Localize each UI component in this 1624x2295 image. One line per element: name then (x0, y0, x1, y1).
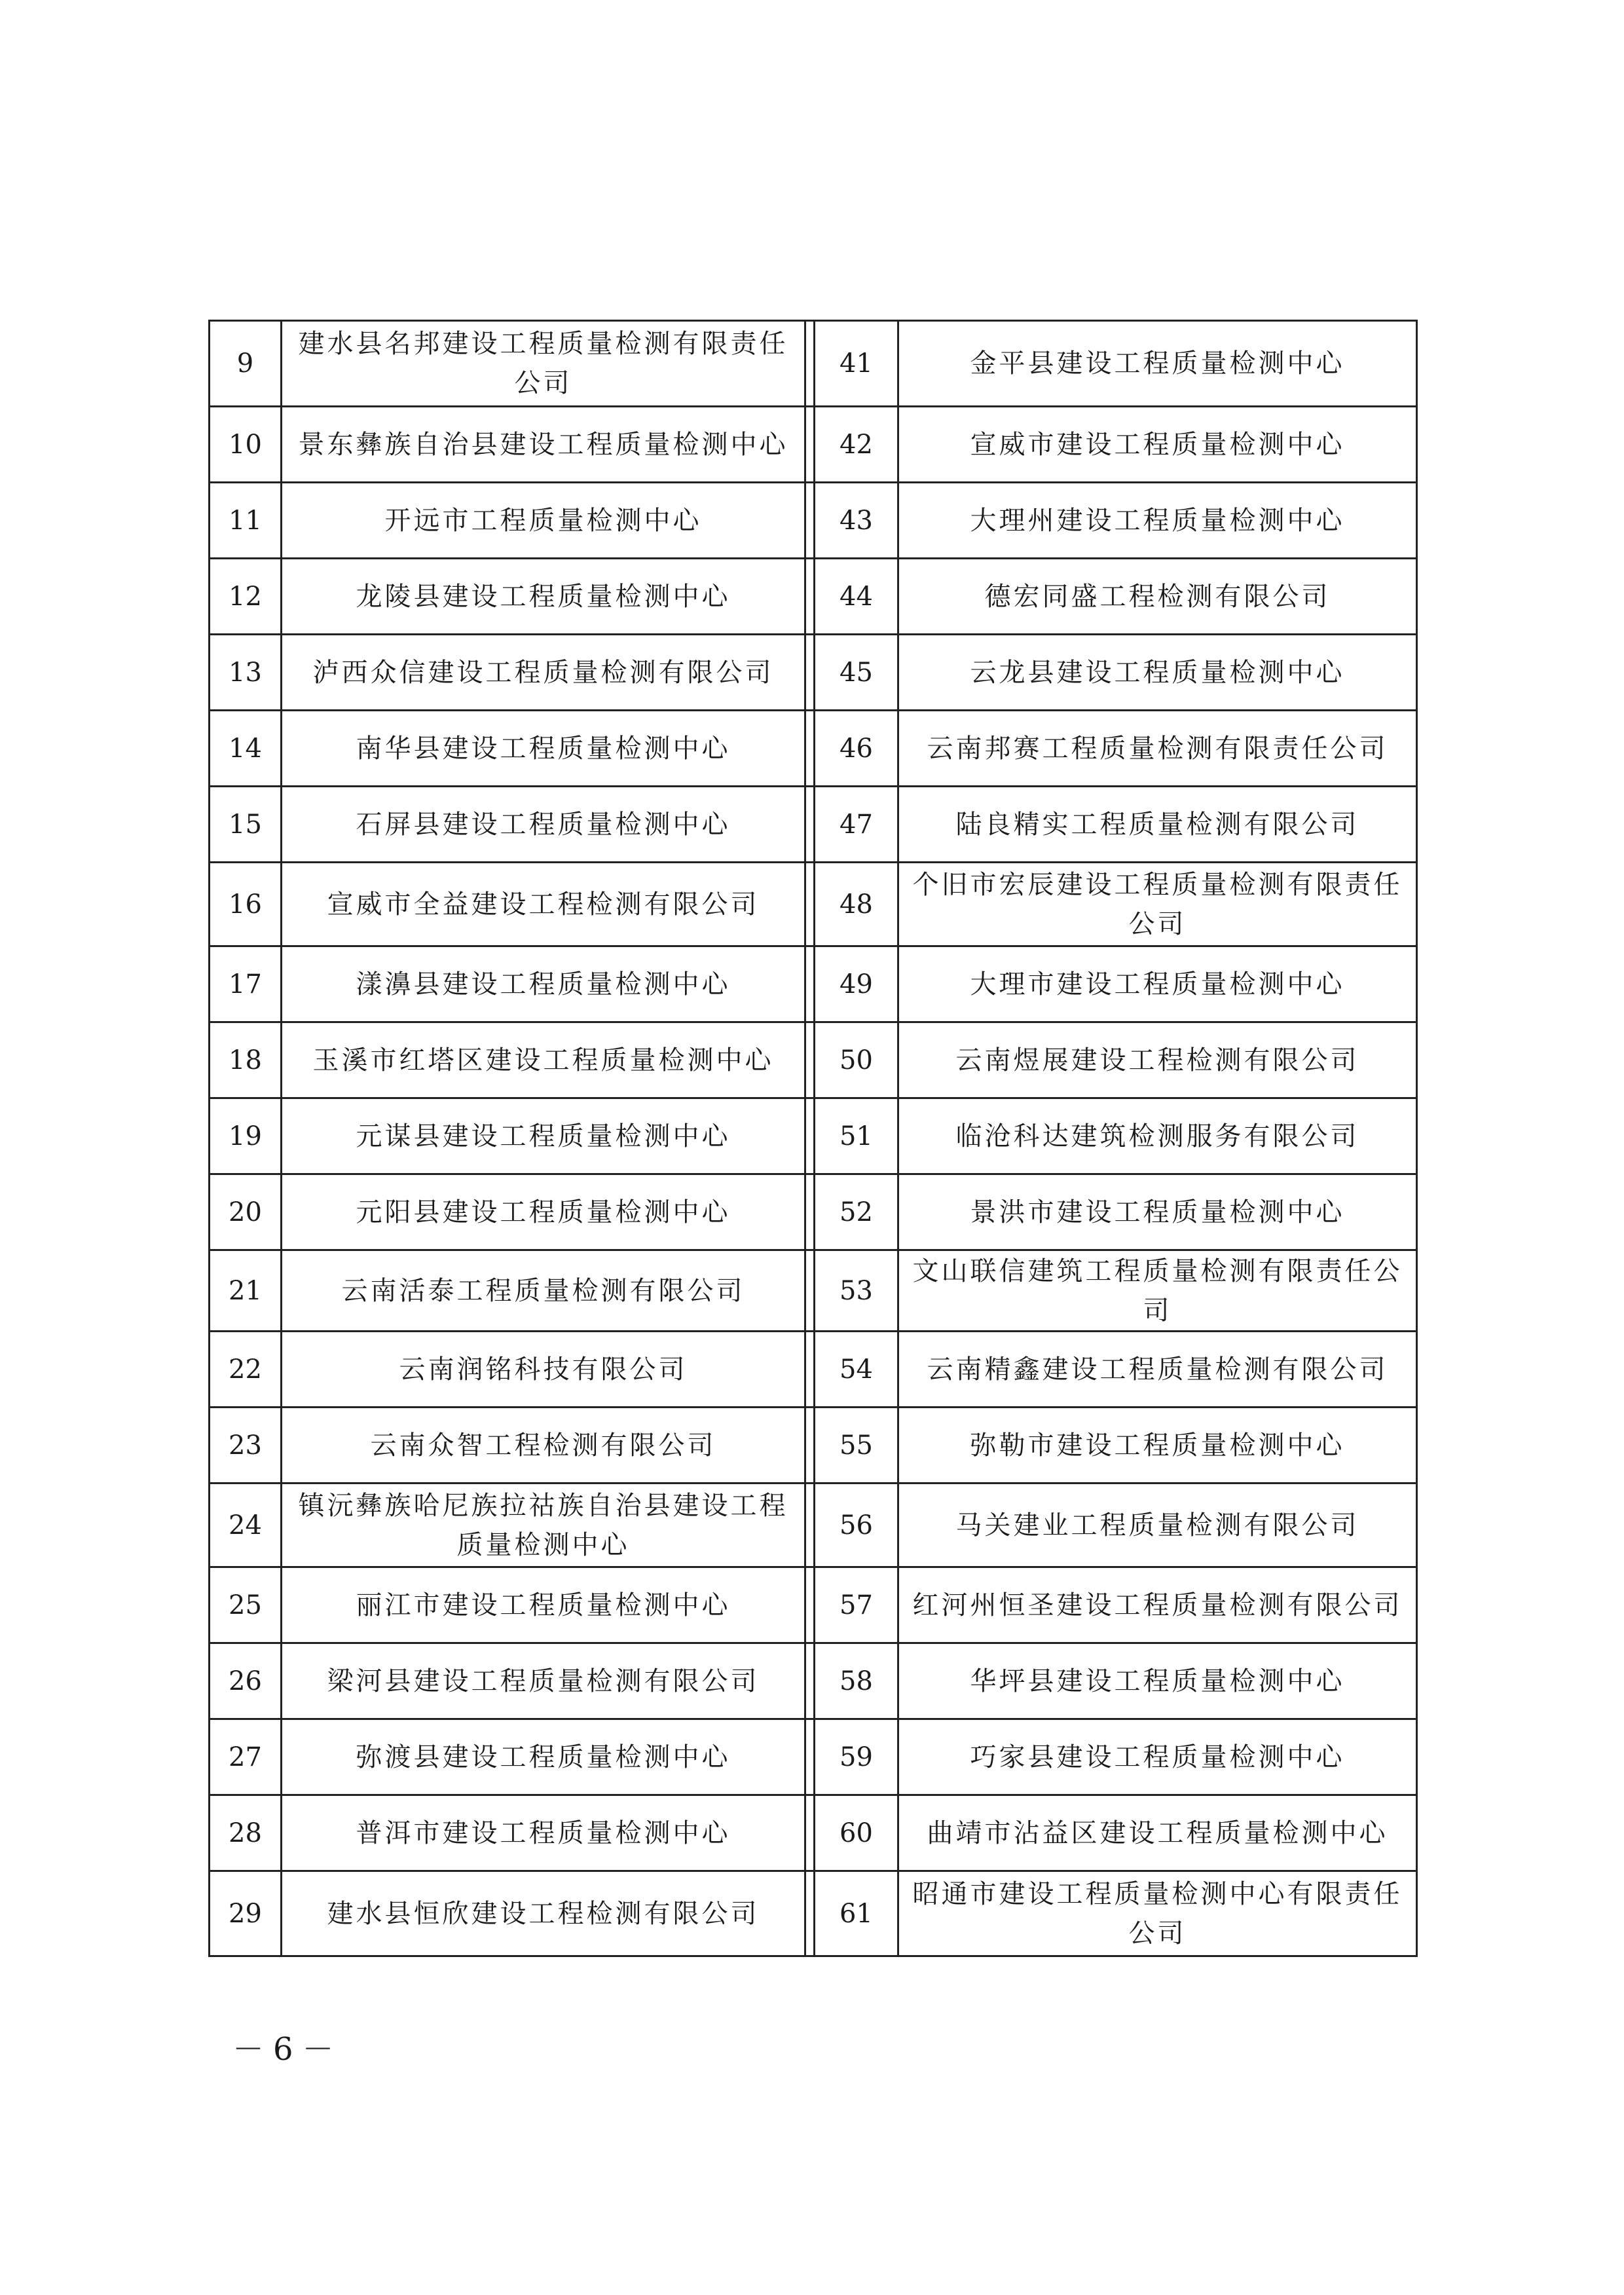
right-name-cell: 云南邦赛工程质量检测有限责任公司 (898, 711, 1417, 787)
right-index-cell: 46 (815, 711, 898, 787)
right-index-cell: 59 (815, 1719, 898, 1795)
right-name-cell: 红河州恒圣建设工程质量检测有限公司 (898, 1567, 1417, 1643)
right-index-cell: 44 (815, 559, 898, 635)
left-index-cell: 12 (210, 559, 282, 635)
table-row (210, 321, 1417, 407)
left-name-cell: 宣威市全益建设工程检测有限公司 (282, 863, 805, 946)
table-row (210, 1408, 1417, 1483)
left-index-cell: 29 (210, 1871, 282, 1956)
right-name-cell: 大理市建设工程质量检测中心 (898, 946, 1417, 1022)
column-divider (805, 1174, 815, 1250)
left-index-cell: 28 (210, 1795, 282, 1871)
right-name-cell: 华坪县建设工程质量检测中心 (898, 1643, 1417, 1719)
right-index-cell: 58 (815, 1643, 898, 1719)
right-index-cell: 57 (815, 1567, 898, 1643)
left-index-cell: 21 (210, 1250, 282, 1332)
left-name-cell: 元谋县建设工程质量检测中心 (282, 1098, 805, 1174)
right-index-cell: 47 (815, 787, 898, 863)
right-index-cell: 41 (815, 321, 898, 407)
right-name-cell: 昭通市建设工程质量检测中心有限责任公司 (898, 1871, 1417, 1956)
left-index-cell: 23 (210, 1408, 282, 1483)
left-index-cell: 17 (210, 946, 282, 1022)
left-name-cell: 云南活泰工程质量检测有限公司 (282, 1250, 805, 1332)
left-name-cell: 弥渡县建设工程质量检测中心 (282, 1719, 805, 1795)
table-row (210, 1022, 1417, 1098)
right-index-cell: 60 (815, 1795, 898, 1871)
left-index-cell: 18 (210, 1022, 282, 1098)
column-divider (805, 1567, 815, 1643)
right-name-cell: 文山联信建筑工程质量检测有限责任公司 (898, 1250, 1417, 1332)
left-index-cell: 25 (210, 1567, 282, 1643)
left-index-cell: 9 (210, 321, 282, 407)
column-divider (805, 635, 815, 711)
left-name-cell: 玉溪市红塔区建设工程质量检测中心 (282, 1022, 805, 1098)
left-index-cell: 27 (210, 1719, 282, 1795)
table-row (210, 1719, 1417, 1795)
table-body (210, 321, 1417, 1956)
left-name-cell: 云南众智工程检测有限公司 (282, 1408, 805, 1483)
table-row (210, 1174, 1417, 1250)
right-name-cell: 个旧市宏辰建设工程质量检测有限责任公司 (898, 863, 1417, 946)
right-name-cell: 宣威市建设工程质量检测中心 (898, 407, 1417, 483)
right-name-cell: 弥勒市建设工程质量检测中心 (898, 1408, 1417, 1483)
table-row (210, 1332, 1417, 1408)
right-name-cell: 曲靖市沾益区建设工程质量检测中心 (898, 1795, 1417, 1871)
left-index-cell: 14 (210, 711, 282, 787)
right-name-cell: 云龙县建设工程质量检测中心 (898, 635, 1417, 711)
left-name-cell: 开远市工程质量检测中心 (282, 483, 805, 559)
left-name-cell: 南华县建设工程质量检测中心 (282, 711, 805, 787)
right-name-cell: 大理州建设工程质量检测中心 (898, 483, 1417, 559)
table-row (210, 407, 1417, 483)
table-row (210, 1483, 1417, 1567)
left-name-cell: 龙陵县建设工程质量检测中心 (282, 559, 805, 635)
left-index-cell: 10 (210, 407, 282, 483)
left-name-cell: 云南润铭科技有限公司 (282, 1332, 805, 1408)
right-index-cell: 53 (815, 1250, 898, 1332)
right-name-cell: 德宏同盛工程检测有限公司 (898, 559, 1417, 635)
column-divider (805, 1332, 815, 1408)
column-divider (805, 1643, 815, 1719)
right-index-cell: 61 (815, 1871, 898, 1956)
agency-list-table (208, 320, 1418, 1957)
column-divider (805, 946, 815, 1022)
table-row (210, 635, 1417, 711)
left-index-cell: 11 (210, 483, 282, 559)
table-row (210, 559, 1417, 635)
column-divider (805, 787, 815, 863)
table-row (210, 1871, 1417, 1956)
right-name-cell: 临沧科达建筑检测服务有限公司 (898, 1098, 1417, 1174)
table-row (210, 1098, 1417, 1174)
table-row (210, 863, 1417, 946)
left-name-cell: 普洱市建设工程质量检测中心 (282, 1795, 805, 1871)
left-name-cell: 建水县恒欣建设工程检测有限公司 (282, 1871, 805, 1956)
column-divider (805, 1022, 815, 1098)
left-index-cell: 19 (210, 1098, 282, 1174)
right-index-cell: 55 (815, 1408, 898, 1483)
right-index-cell: 54 (815, 1332, 898, 1408)
right-index-cell: 45 (815, 635, 898, 711)
right-name-cell: 云南煜展建设工程检测有限公司 (898, 1022, 1417, 1098)
right-index-cell: 50 (815, 1022, 898, 1098)
right-index-cell: 48 (815, 863, 898, 946)
column-divider (805, 1408, 815, 1483)
left-index-cell: 15 (210, 787, 282, 863)
column-divider (805, 1098, 815, 1174)
column-divider (805, 1483, 815, 1567)
right-index-cell: 49 (815, 946, 898, 1022)
left-name-cell: 丽江市建设工程质量检测中心 (282, 1567, 805, 1643)
right-index-cell: 52 (815, 1174, 898, 1250)
page-number: －6－ (232, 2031, 343, 2068)
left-index-cell: 13 (210, 635, 282, 711)
column-divider (805, 559, 815, 635)
left-name-cell: 梁河县建设工程质量检测有限公司 (282, 1643, 805, 1719)
column-divider (805, 1719, 815, 1795)
column-divider (805, 1795, 815, 1871)
table-row (210, 787, 1417, 863)
right-index-cell: 43 (815, 483, 898, 559)
column-divider (805, 321, 815, 407)
left-index-cell: 20 (210, 1174, 282, 1250)
right-name-cell: 景洪市建设工程质量检测中心 (898, 1174, 1417, 1250)
right-index-cell: 42 (815, 407, 898, 483)
right-name-cell: 金平县建设工程质量检测中心 (898, 321, 1417, 407)
right-name-cell: 马关建业工程质量检测有限公司 (898, 1483, 1417, 1567)
right-index-cell: 56 (815, 1483, 898, 1567)
right-name-cell: 陆良精实工程质量检测有限公司 (898, 787, 1417, 863)
right-name-cell: 巧家县建设工程质量检测中心 (898, 1719, 1417, 1795)
column-divider (805, 407, 815, 483)
right-name-cell: 云南精鑫建设工程质量检测有限公司 (898, 1332, 1417, 1408)
left-name-cell: 镇沅彝族哈尼族拉祜族自治县建设工程质量检测中心 (282, 1483, 805, 1567)
column-divider (805, 1871, 815, 1956)
left-index-cell: 24 (210, 1483, 282, 1567)
column-divider (805, 1250, 815, 1332)
column-divider (805, 483, 815, 559)
table-row (210, 1567, 1417, 1643)
table-row (210, 946, 1417, 1022)
table-row (210, 1643, 1417, 1719)
table-row (210, 711, 1417, 787)
left-name-cell: 建水县名邦建设工程质量检测有限责任公司 (282, 321, 805, 407)
table-row (210, 1250, 1417, 1332)
table-row (210, 483, 1417, 559)
column-divider (805, 711, 815, 787)
column-divider (805, 863, 815, 946)
left-name-cell: 泸西众信建设工程质量检测有限公司 (282, 635, 805, 711)
left-name-cell: 元阳县建设工程质量检测中心 (282, 1174, 805, 1250)
left-name-cell: 景东彝族自治县建设工程质量检测中心 (282, 407, 805, 483)
left-name-cell: 漾濞县建设工程质量检测中心 (282, 946, 805, 1022)
left-index-cell: 22 (210, 1332, 282, 1408)
left-index-cell: 16 (210, 863, 282, 946)
left-name-cell: 石屏县建设工程质量检测中心 (282, 787, 805, 863)
right-index-cell: 51 (815, 1098, 898, 1174)
table-row (210, 1795, 1417, 1871)
left-index-cell: 26 (210, 1643, 282, 1719)
